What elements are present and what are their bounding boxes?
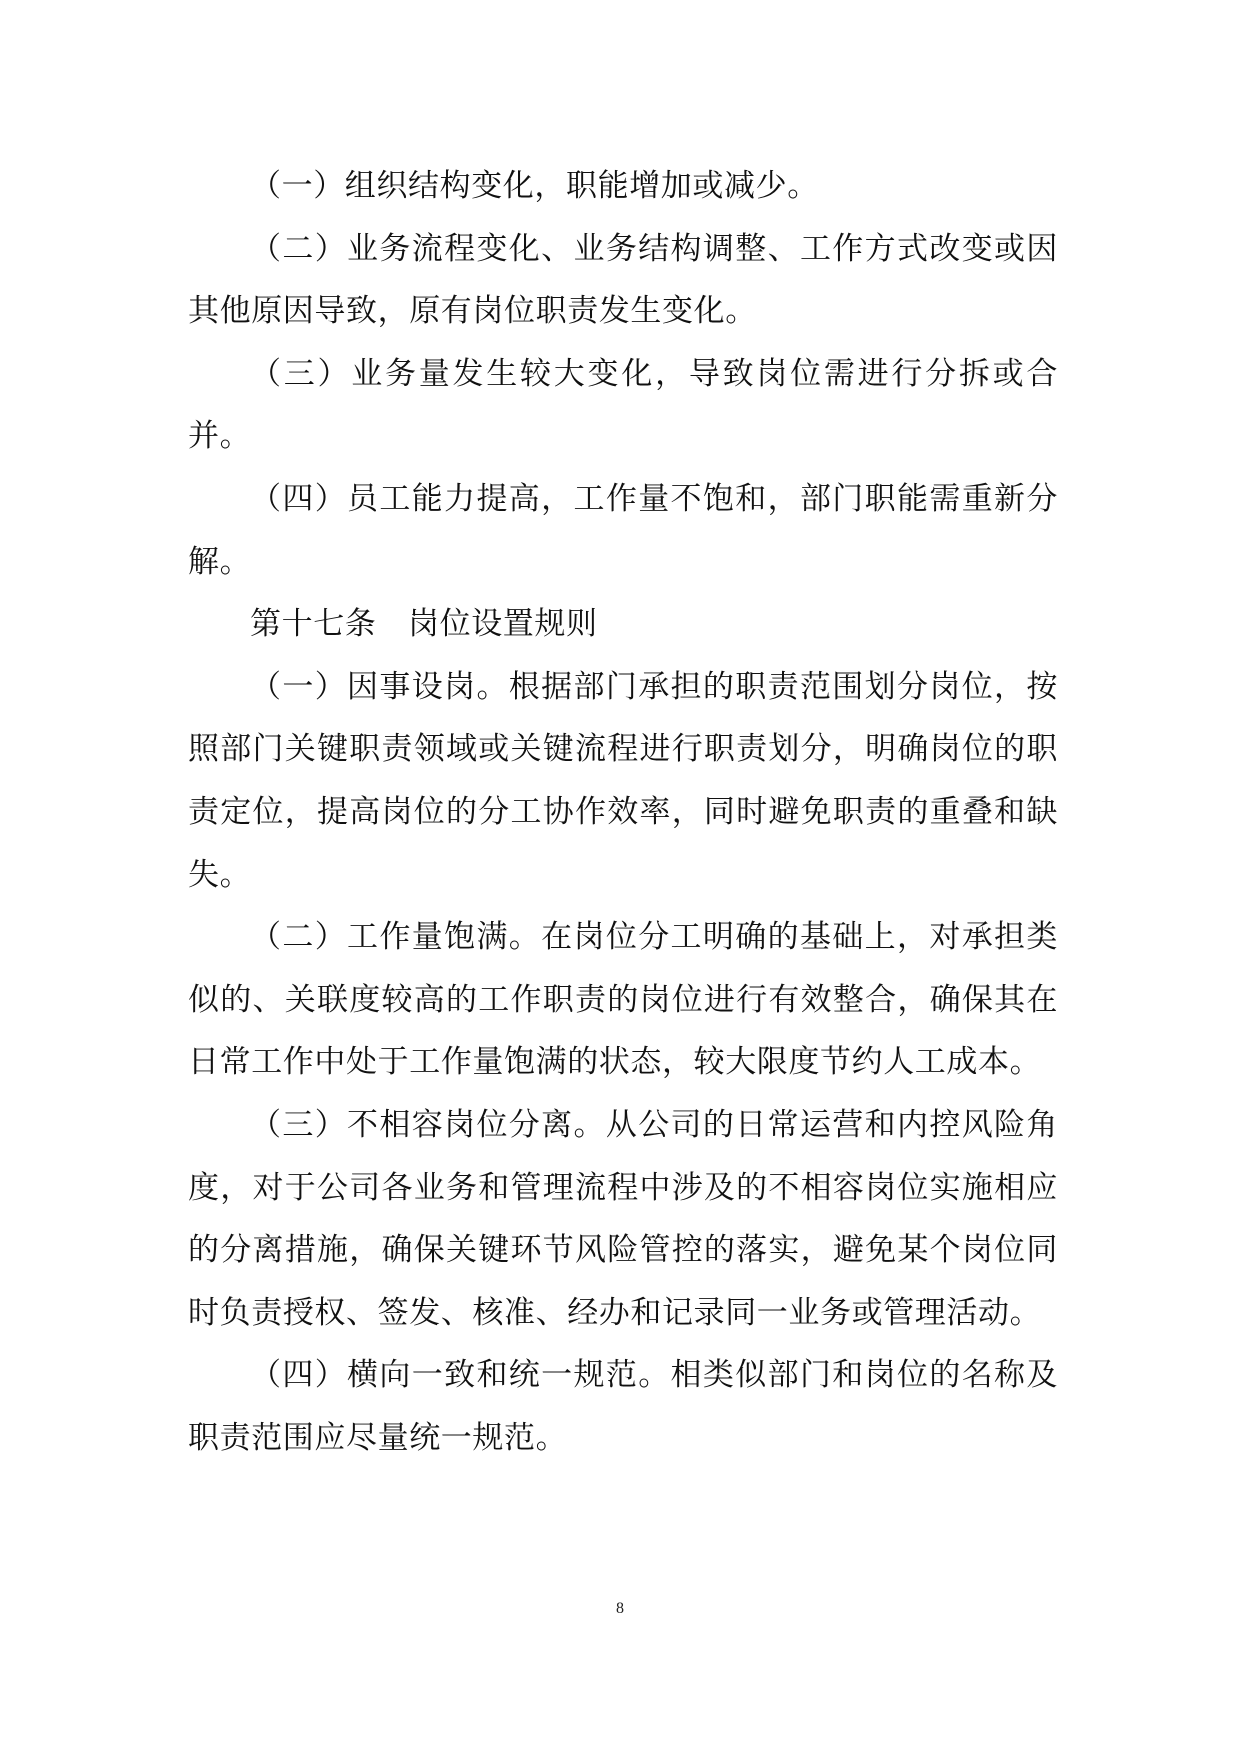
paragraph-rule-3: （三）不相容岗位分离。从公司的日常运营和内控风险角度，对于公司各业务和管理流程中涉及的不相容岗位实施相应的分离措施，确保关键环节风险管控的落实，避免某个岗位同时负责授权、签发、核准、经办和记录同一业务或管理活动。 <box>188 1106 1058 1331</box>
paragraph-rule-2: （二）工作量饱满。在岗位分工明确的基础上，对承担类似的、关联度较高的工作职责的岗位进行有效整合，确保其在日常工作中处于工作量饱满的状态，较大限度节约人工成本。 <box>188 919 1058 1081</box>
paragraph-rule-4: （四）横向一致和统一规范。相类似部门和岗位的名称及职责范围应尽量统一规范。 <box>188 1357 1058 1456</box>
paragraph-rule-1: （一）因事设岗。根据部门承担的职责范围划分岗位，按照部门关键职责领域或关键流程进行职责划分，明确岗位的职责定位，提高岗位的分工协作效率，同时避免职责的重叠和缺失。 <box>188 668 1058 893</box>
paragraph-clause-4: （四）员工能力提高，工作量不饱和，部门职能需重新分解。 <box>188 480 1058 580</box>
document-body <box>188 155 1058 1469</box>
page-number: 8 <box>616 1600 624 1617</box>
paragraph-clause-2: （二）业务流程变化、业务结构调整、工作方式改变或因其他原因导致，原有岗位职责发生变化。 <box>188 230 1058 330</box>
paragraph-clause-3: （三）业务量发生较大变化，导致岗位需进行分拆或合并。 <box>188 355 1058 455</box>
article-heading: 第十七条 岗位设置规则 <box>250 606 598 643</box>
paragraph-clause-1: （一）组织结构变化，职能增加或减少。 <box>250 168 819 204</box>
